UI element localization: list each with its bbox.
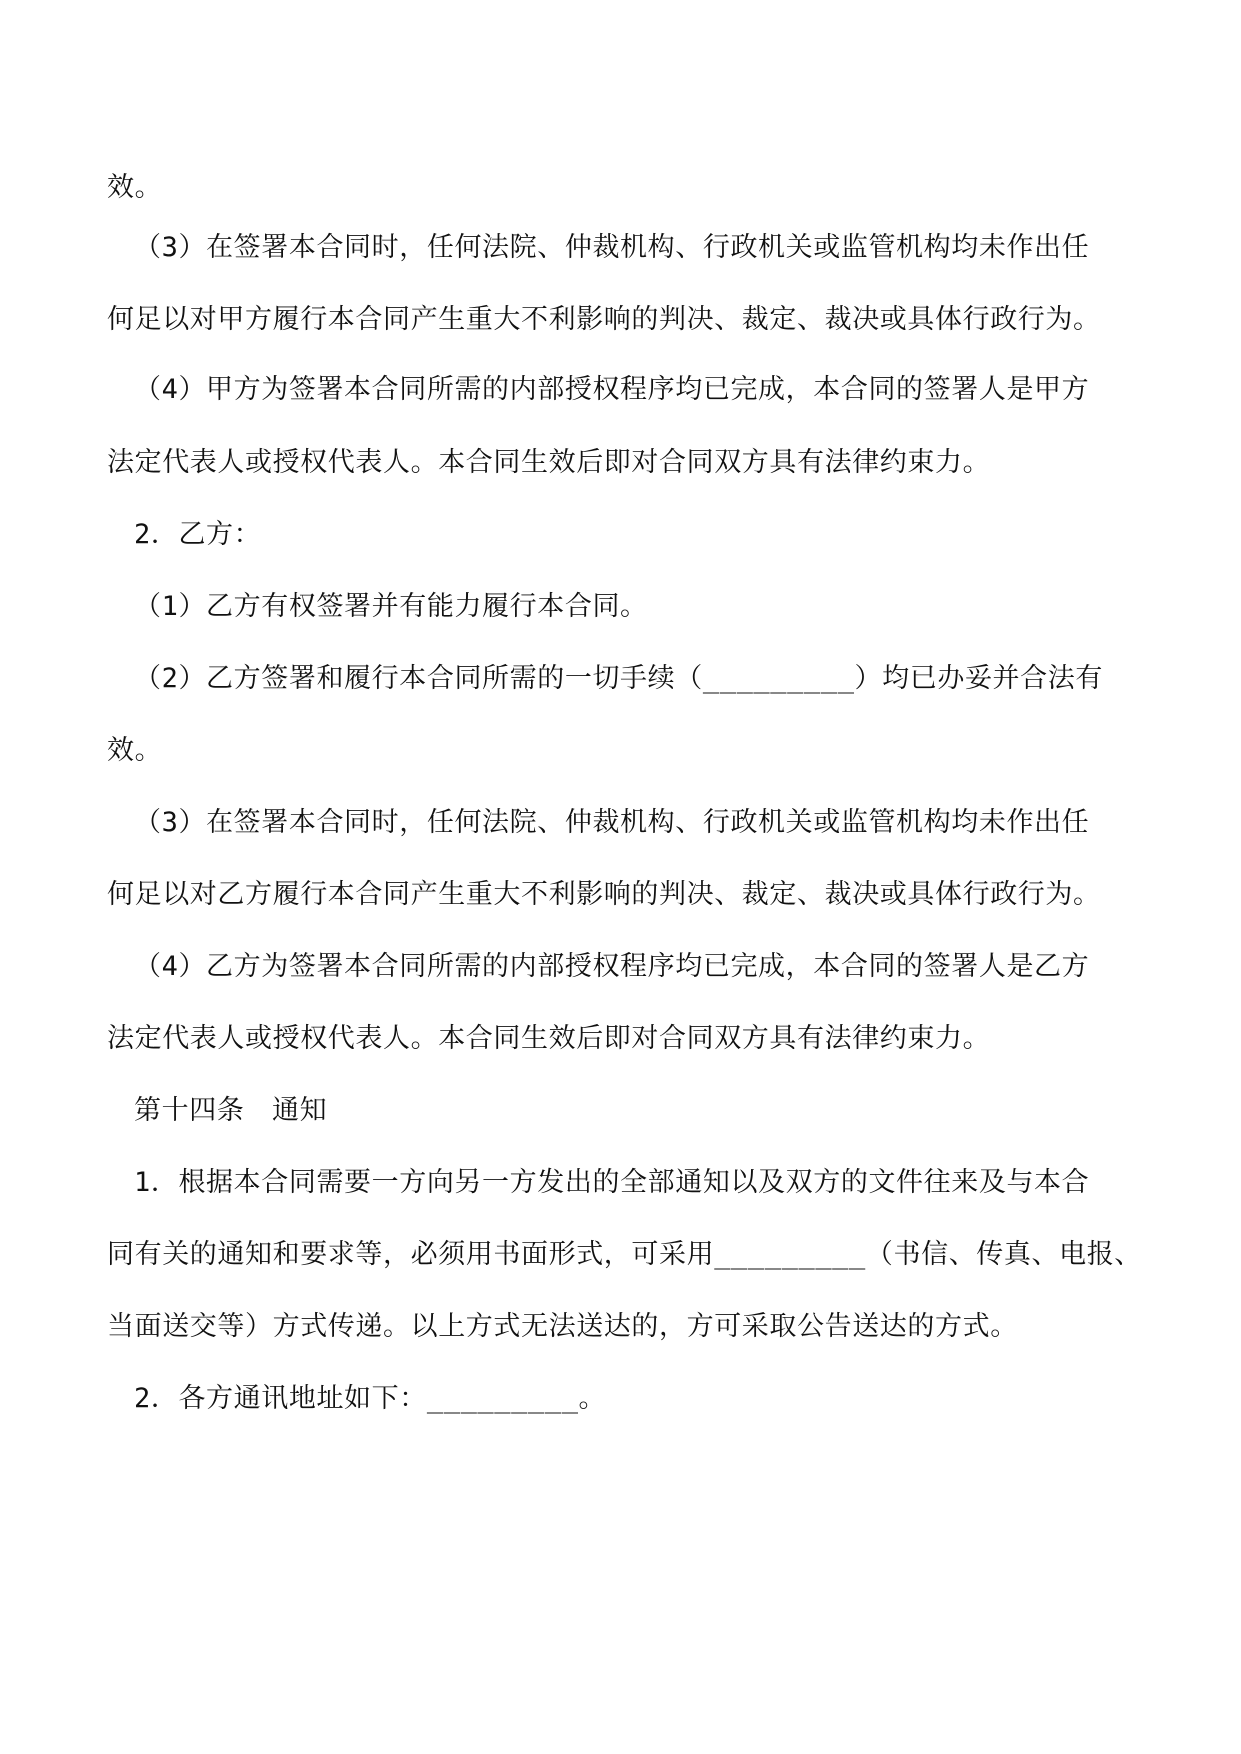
paragraph-line: 2．乙方： [134,519,262,550]
paragraph-line: 效。 [107,735,163,766]
paragraph-line: 1．根据本合同需要一方向另一方发出的全部通知以及双方的文件往来及与本合 [134,1167,1090,1198]
paragraph-line: （3）在签署本合同时，任何法院、仲裁机构、行政机关或监管机构均未作出任 [134,807,1090,838]
paragraph-line: 何足以对乙方履行本合同产生重大不利影响的判决、裁定、裁决或具体行政行为。 [107,879,1101,910]
section-heading: 第十四条 通知 [134,1095,328,1126]
paragraph-line: （3）在签署本合同时，任何法院、仲裁机构、行政机关或监管机构均未作出任 [134,232,1090,263]
paragraph-line: 2．各方通讯地址如下：_________。 [134,1383,607,1414]
paragraph-line: 何足以对甲方履行本合同产生重大不利影响的判决、裁定、裁决或具体行政行为。 [107,304,1101,335]
paragraph-line: （1）乙方有权签署并有能力履行本合同。 [134,591,648,622]
paragraph-line: 效。 [107,172,163,203]
paragraph-line: 法定代表人或授权代表人。本合同生效后即对合同双方具有法律约束力。 [107,1023,991,1054]
paragraph-line: 当面送交等）方式传递。以上方式无法送达的，方可采取公告送达的方式。 [107,1311,1018,1342]
paragraph-line: 同有关的通知和要求等，必须用书面形式，可采用_________（书信、传真、电报、 [107,1239,1142,1270]
paragraph-line: 法定代表人或授权代表人。本合同生效后即对合同双方具有法律约束力。 [107,447,991,478]
paragraph-line: （4）甲方为签署本合同所需的内部授权程序均已完成，本合同的签署人是甲方 [134,374,1090,405]
paragraph-line: （2）乙方签署和履行本合同所需的一切手续（_________）均已办妥并合法有 [134,663,1103,694]
paragraph-line: （4）乙方为签署本合同所需的内部授权程序均已完成，本合同的签署人是乙方 [134,951,1090,982]
